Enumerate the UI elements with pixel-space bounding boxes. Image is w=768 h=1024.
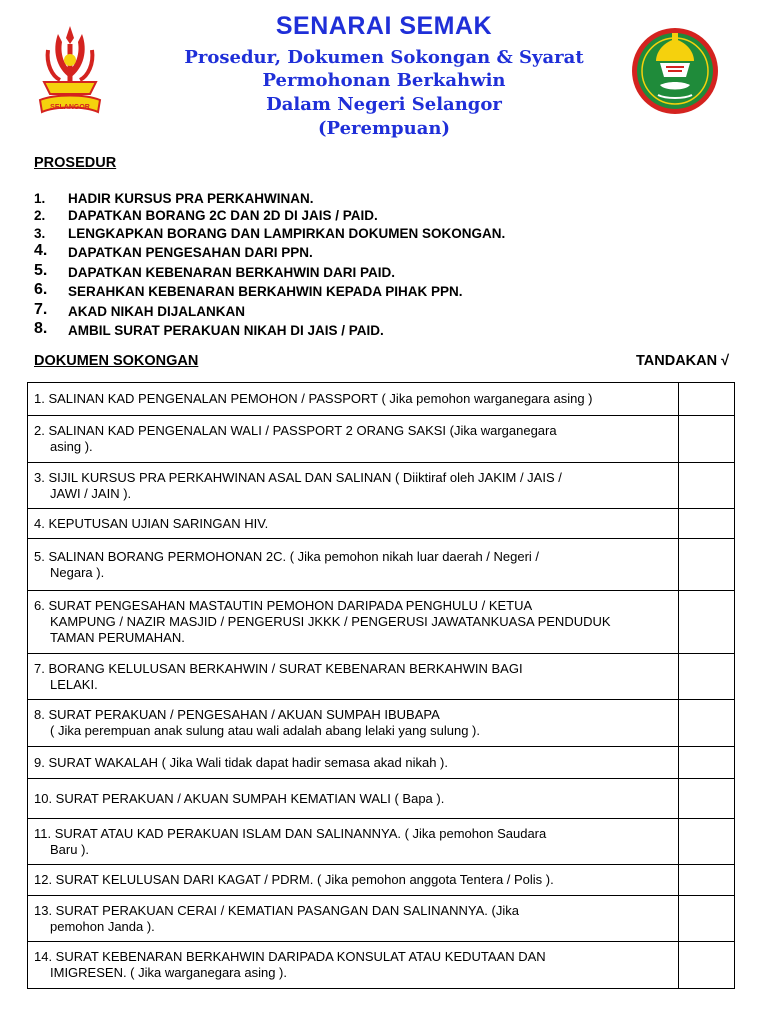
item-text: LENGKAPKAN BORANG DAN LAMPIRKAN DOKUMEN SOKONGAN. (68, 225, 506, 241)
row-line: 4. KEPUTUSAN UJIAN SARINGAN HIV. (34, 515, 269, 531)
table-row (28, 865, 735, 896)
checkbox-cell[interactable] (679, 747, 735, 779)
checkbox-cell[interactable] (679, 591, 735, 654)
item-text: DAPATKAN PENGESAHAN DARI PPN. (68, 245, 313, 260)
row-line: TAMAN PERUMAHAN. (50, 630, 185, 645)
row-line: 5. SALINAN BORANG PERMOHONAN 2C. ( Jika pemohon nikah luar daerah / Negeri / (34, 548, 540, 564)
document-description (28, 747, 679, 779)
subtitle-line-4: (Perempuan) (318, 118, 450, 139)
documents-checklist-table (27, 382, 735, 989)
document-description (28, 416, 679, 463)
table-row (28, 509, 735, 539)
row-line: 7. BORANG KELULUSAN BERKAHWIN / SURAT KEBENARAN BERKAHWIN BAGI (34, 660, 523, 676)
item-text: AKAD NIKAH DIJALANKAN (68, 303, 245, 319)
item-number: 4. (34, 242, 48, 259)
prosedur-heading: PROSEDUR (34, 155, 117, 171)
document-description (28, 700, 679, 747)
document-description (28, 591, 679, 654)
row-line: JAWI / JAIN ). (50, 485, 132, 501)
table-row (28, 463, 735, 509)
document-description (28, 539, 679, 591)
jais-emblem-icon (630, 25, 720, 117)
row-line: 6. SURAT PENGESAHAN MASTAUTIN PEMOHON DARIPADA PENGHULU / KETUA (34, 598, 533, 613)
checkbox-cell[interactable] (679, 942, 735, 989)
document-description (28, 779, 679, 819)
item-number: 6. (34, 281, 48, 298)
row-line: pemohon Janda ). (50, 918, 155, 934)
row-line: LELAKI. (50, 676, 98, 692)
item-text: DAPATKAN BORANG 2C DAN 2D DI JAIS / PAID. (68, 208, 378, 223)
subtitle-line-2: Permohonan Berkahwin (262, 70, 506, 91)
checkbox-cell[interactable] (679, 463, 735, 509)
table-row (28, 700, 735, 747)
checkbox-cell[interactable] (679, 383, 735, 416)
checkbox-cell[interactable] (679, 700, 735, 747)
list-item (34, 241, 734, 261)
row-line: 9. SURAT WAKALAH ( Jika Wali tidak dapat hadir semasa akad nikah ). (34, 754, 449, 770)
item-number: 8. (34, 320, 48, 337)
item-text: DAPATKAN KEBENARAN BERKAHWIN DARI PAID. (68, 264, 395, 280)
row-line: 8. SURAT PERAKUAN / PENGESAHAN / AKUAN SUMPAH IBUBAPA (34, 707, 440, 722)
list-item (34, 188, 734, 206)
document-description (28, 896, 679, 942)
table-row (28, 383, 735, 416)
list-item (34, 280, 734, 300)
list-item (34, 260, 734, 280)
row-line: ( Jika perempuan anak sulung atau wali adalah abang lelaki yang sulung ). (50, 723, 481, 738)
table-row (28, 747, 735, 779)
row-line: 12. SURAT KELULUSAN DARI KAGAT / PDRM. ( Jika pemohon anggota Tentera / Polis ). (34, 872, 554, 887)
prosedur-list (34, 188, 734, 338)
item-number: 1. (34, 190, 46, 206)
document-description (28, 654, 679, 700)
document-description (28, 463, 679, 509)
check-column-heading: TANDAKAN √ (636, 353, 730, 369)
item-text: HADIR KURSUS PRA PERKAHWINAN. (68, 190, 314, 206)
list-item (34, 223, 734, 241)
subtitle-line-1: Prosedur, Dokumen Sokongan & Syarat (184, 47, 584, 68)
checkbox-cell[interactable] (679, 779, 735, 819)
document-description (28, 383, 679, 416)
document-description (28, 819, 679, 865)
list-item (34, 299, 734, 319)
row-line: IMIGRESEN. ( Jika warganegara asing ). (50, 965, 287, 980)
document-description (28, 942, 679, 989)
item-text: AMBIL SURAT PERAKUAN NIKAH DI JAIS / PAID. (68, 323, 384, 338)
table-row (28, 416, 735, 463)
checkbox-cell[interactable] (679, 896, 735, 942)
row-line: 2. SALINAN KAD PENGENALAN WALI / PASSPORT 2 ORANG SAKSI (Jika warganegara (34, 423, 557, 438)
table-row (28, 654, 735, 700)
table-row (28, 942, 735, 989)
checkbox-cell[interactable] (679, 819, 735, 865)
list-item (34, 319, 734, 339)
logo-text: SELANGOR (50, 104, 90, 111)
row-line: 10. SURAT PERAKUAN / AKUAN SUMPAH KEMATIAN WALI ( Bapa ). (34, 790, 445, 806)
row-line: Baru ). (50, 841, 90, 857)
subtitle-line-3: Dalam Negeri Selangor (266, 94, 502, 115)
row-line: 11. SURAT ATAU KAD PERAKUAN ISLAM DAN SALINANNYA. ( Jika pemohon Saudara (34, 825, 547, 841)
checkbox-cell[interactable] (679, 509, 735, 539)
row-line: 3. SIJIL KURSUS PRA PERKAHWINAN ASAL DAN SALINAN ( Diiktiraf oleh JAKIM / JAIS / (34, 469, 562, 485)
row-line: KAMPUNG / NAZIR MASJID / PENGERUSI JKKK / PENGERUSI JAWATANKUASA PENDUDUK (50, 614, 611, 629)
item-number: 2. (34, 208, 46, 223)
row-line: asing ). (50, 439, 93, 454)
checkbox-cell[interactable] (679, 865, 735, 896)
checkbox-cell[interactable] (679, 416, 735, 463)
item-number: 3. (34, 225, 46, 241)
table-row (28, 819, 735, 865)
row-line: 1. SALINAN KAD PENGENALAN PEMOHON / PASSPORT ( Jika pemohon warganegara asing ) (34, 391, 593, 406)
checkbox-cell[interactable] (679, 654, 735, 700)
document-header (0, 0, 768, 150)
row-line: 14. SURAT KEBENARAN BERKAHWIN DARIPADA KONSULAT ATAU KEDUTAAN DAN (34, 949, 546, 964)
table-row (28, 539, 735, 591)
table-row (28, 779, 735, 819)
table-row (28, 591, 735, 654)
row-line: 13. SURAT PERAKUAN CERAI / KEMATIAN PASANGAN DAN SALINANNYA. (Jika (34, 902, 519, 918)
dokumen-heading: DOKUMEN SOKONGAN (34, 353, 199, 369)
document-description (28, 509, 679, 539)
checkbox-cell[interactable] (679, 539, 735, 591)
page-title: SENARAI SEMAK (275, 12, 493, 40)
table-row (28, 896, 735, 942)
item-text: SERAHKAN KEBENARAN BERKAHWIN KEPADA PIHAK PPN. (68, 284, 463, 299)
row-line: Negara ). (50, 564, 105, 580)
item-number: 5. (34, 261, 48, 279)
list-item (34, 206, 734, 224)
document-description (28, 865, 679, 896)
item-number: 7. (34, 300, 48, 318)
